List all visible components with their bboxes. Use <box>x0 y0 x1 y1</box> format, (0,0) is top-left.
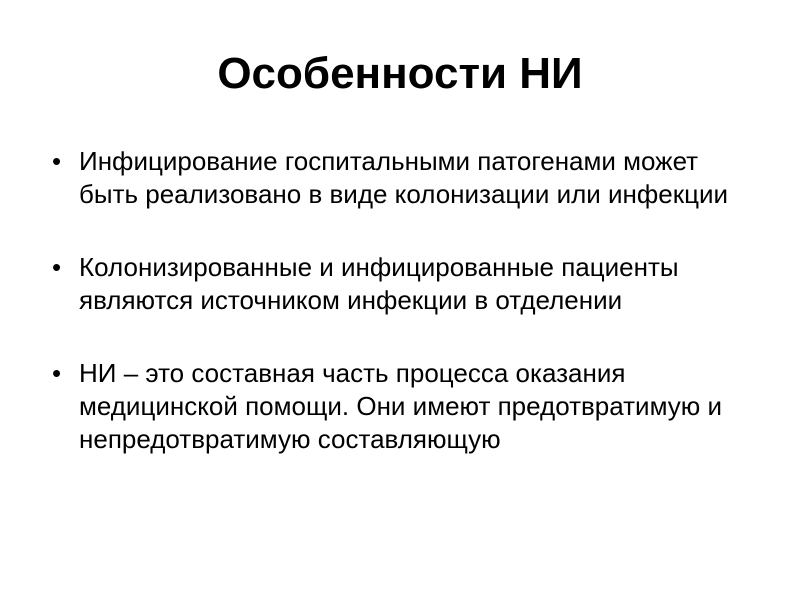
bullet-list <box>52 145 742 456</box>
bullet-dot-icon: • <box>52 358 62 388</box>
bullet-dot-icon: • <box>52 252 62 282</box>
bullet-text: Колонизированные и инфицированные пациенты являются источником инфекции в отделении <box>79 252 679 315</box>
bullet-item <box>52 145 742 211</box>
bullet-item <box>52 357 742 456</box>
bullet-dot-icon: • <box>52 146 62 176</box>
slide-title: Особенности НИ <box>217 49 583 98</box>
bullet-text: НИ – это составная часть процесса оказания медицинской помощи. Они имеют предотвратимую и непредотвратимую составляющую <box>79 358 722 454</box>
bullet-item <box>52 251 742 317</box>
bullet-text: Инфицирование госпитальными патогенами может быть реализовано в виде колонизации или инфекции <box>79 146 729 209</box>
